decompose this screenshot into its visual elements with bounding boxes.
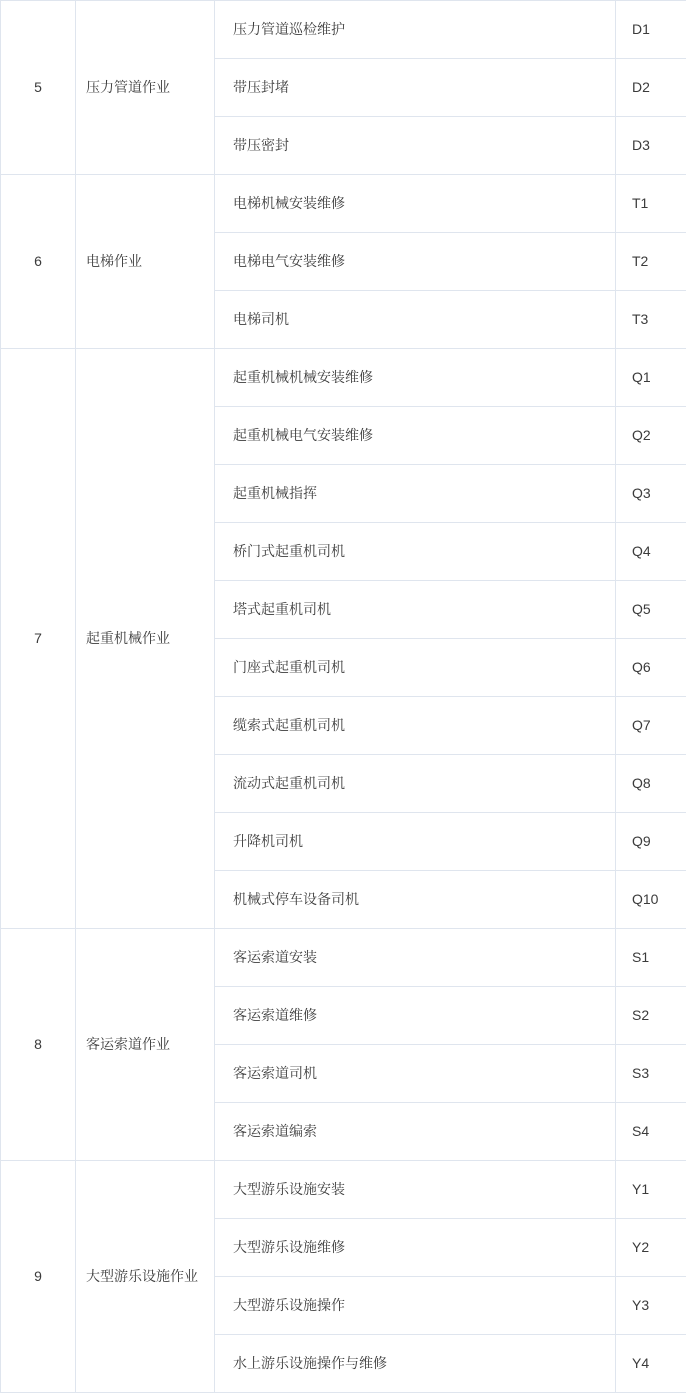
table-row [1, 349, 686, 407]
item-code: Q8 [616, 755, 686, 813]
item-name: 电梯司机 [215, 291, 616, 349]
group-category: 起重机械作业 [76, 349, 215, 929]
group-number: 8 [1, 929, 76, 1161]
group-category: 电梯作业 [76, 175, 215, 349]
item-code: D2 [616, 59, 686, 117]
table-row [1, 929, 686, 987]
item-name: 塔式起重机司机 [215, 581, 616, 639]
item-name: 大型游乐设施操作 [215, 1277, 616, 1335]
item-name: 大型游乐设施安装 [215, 1161, 616, 1219]
group-number: 6 [1, 175, 76, 349]
item-code: Q4 [616, 523, 686, 581]
table-row [1, 1, 686, 59]
item-name: 客运索道编索 [215, 1103, 616, 1161]
item-code: T3 [616, 291, 686, 349]
item-name: 门座式起重机司机 [215, 639, 616, 697]
item-name: 客运索道安装 [215, 929, 616, 987]
item-code: Q10 [616, 871, 686, 929]
item-code: Q5 [616, 581, 686, 639]
group-number: 7 [1, 349, 76, 929]
item-code: D1 [616, 1, 686, 59]
item-code: Q3 [616, 465, 686, 523]
item-code: Q7 [616, 697, 686, 755]
item-code: Q6 [616, 639, 686, 697]
item-name: 起重机械机械安装维修 [215, 349, 616, 407]
item-code: Y3 [616, 1277, 686, 1335]
item-code: S1 [616, 929, 686, 987]
item-name: 带压密封 [215, 117, 616, 175]
item-code: Y2 [616, 1219, 686, 1277]
item-code: D3 [616, 117, 686, 175]
table-body [1, 1, 686, 1393]
group-category: 大型游乐设施作业 [76, 1161, 215, 1393]
item-name: 桥门式起重机司机 [215, 523, 616, 581]
item-name: 大型游乐设施维修 [215, 1219, 616, 1277]
item-name: 升降机司机 [215, 813, 616, 871]
item-name: 起重机械电气安装维修 [215, 407, 616, 465]
item-name: 电梯电气安装维修 [215, 233, 616, 291]
item-code: T1 [616, 175, 686, 233]
group-number: 9 [1, 1161, 76, 1393]
item-code: S4 [616, 1103, 686, 1161]
item-name: 水上游乐设施操作与维修 [215, 1335, 616, 1393]
group-category: 压力管道作业 [76, 1, 215, 175]
item-name: 压力管道巡检维护 [215, 1, 616, 59]
table-row [1, 1161, 686, 1219]
item-name: 机械式停车设备司机 [215, 871, 616, 929]
item-code: T2 [616, 233, 686, 291]
item-code: S3 [616, 1045, 686, 1103]
item-code: Q9 [616, 813, 686, 871]
item-code: Y1 [616, 1161, 686, 1219]
item-name: 带压封堵 [215, 59, 616, 117]
group-number: 5 [1, 1, 76, 175]
item-name: 客运索道司机 [215, 1045, 616, 1103]
item-name: 电梯机械安装维修 [215, 175, 616, 233]
table-row [1, 175, 686, 233]
item-code: Q2 [616, 407, 686, 465]
item-code: S2 [616, 987, 686, 1045]
item-name: 流动式起重机司机 [215, 755, 616, 813]
item-name: 客运索道维修 [215, 987, 616, 1045]
item-name: 起重机械指挥 [215, 465, 616, 523]
group-category: 客运索道作业 [76, 929, 215, 1161]
item-code: Y4 [616, 1335, 686, 1393]
item-code: Q1 [616, 349, 686, 407]
item-name: 缆索式起重机司机 [215, 697, 616, 755]
